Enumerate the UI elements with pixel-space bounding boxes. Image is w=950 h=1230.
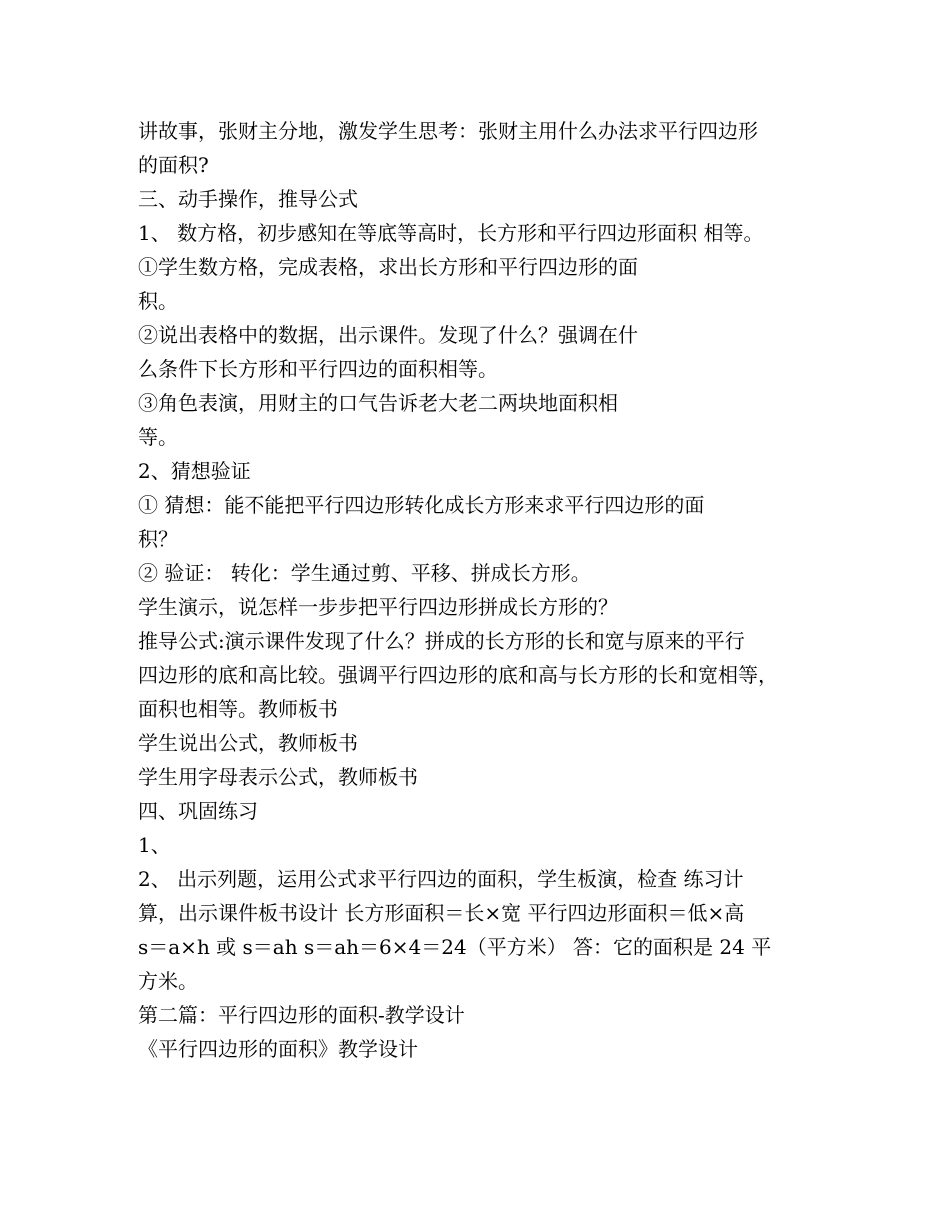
text-line: 四边形的底和高比较。强调平行四边形的底和高与长方形的长和宽相等， xyxy=(138,663,778,687)
text-line: 积。 xyxy=(138,289,178,313)
text-line: 讲故事，张财主分地，激发学生思考：张财主用什么办法求平行四边形 xyxy=(138,119,758,143)
text-line: 推导公式:演示课件发现了什么？拼成的长方形的长和宽与原来的平行 xyxy=(138,629,745,653)
section-heading: 三、动手操作，推导公式 xyxy=(138,187,358,211)
text-line: 学生演示，说怎样一步步把平行四边形拼成长方形的？ xyxy=(138,595,618,619)
text-line: ① 猜想：能不能把平行四边形转化成长方形来求平行四边形的面 xyxy=(138,493,705,517)
text-line: 1、 数方格，初步感知在等底等高时，长方形和平行四边形面积 相等。 xyxy=(138,221,764,245)
text-line: 学生说出公式，教师板书 xyxy=(138,731,358,755)
text-line: 2、猜想验证 xyxy=(138,459,251,483)
text-line: ②说出表格中的数据，出示课件。发现了什么？强调在什 xyxy=(138,323,638,347)
text-line: 等。 xyxy=(138,425,178,449)
text-line: 方米。 xyxy=(138,969,198,993)
section-heading: 四、巩固练习 xyxy=(138,799,258,823)
text-line: 的面积? xyxy=(138,153,209,177)
document-title: 《平行四边形的面积》教学设计 xyxy=(138,1037,418,1061)
text-line: ② 验证： 转化：学生通过剪、平移、拼成长方形。 xyxy=(138,561,591,585)
text-line: ①学生数方格，完成表格，求出长方形和平行四边形的面 xyxy=(138,255,638,279)
text-line: ③角色表演，用财主的口气告诉老大老二两块地面积相 xyxy=(138,391,618,415)
text-line: 面积也相等。教师板书 xyxy=(138,697,338,721)
text-line: 算，出示课件板书设计 长方形面积＝长×宽 平行四边形面积＝低×高 xyxy=(138,901,745,925)
text-line: 1、 xyxy=(138,833,171,857)
chapter-heading: 第二篇：平行四边形的面积-教学设计 xyxy=(138,1003,465,1027)
text-line: 么条件下长方形和平行四边的面积相等。 xyxy=(138,357,498,381)
document-body xyxy=(138,114,828,1066)
text-line: s＝a×h 或 s＝ah s＝ah＝6×4＝24（平方米） 答：它的面积是 24 平 xyxy=(138,935,772,959)
text-line: 学生用字母表示公式，教师板书 xyxy=(138,765,418,789)
text-line: 积？ xyxy=(138,527,178,551)
text-line: 2、 出示列题，运用公式求平行四边的面积，学生板演，检查 练习计 xyxy=(138,867,744,891)
